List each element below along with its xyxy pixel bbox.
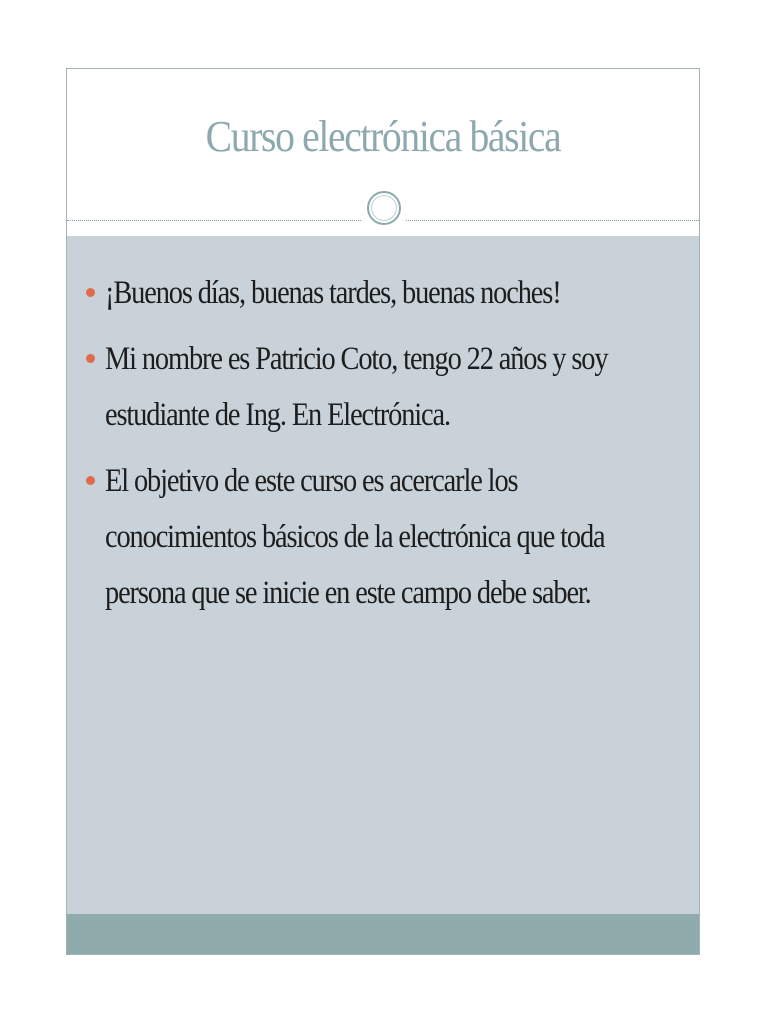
bullet-item — [83, 453, 673, 621]
bullet-dot-icon — [86, 476, 95, 485]
bullet-dot-icon — [86, 354, 95, 363]
bullet-text: ¡Buenos días, buenas tardes, buenas noches! — [105, 275, 561, 311]
slide — [66, 68, 700, 955]
bullet-text: El objetivo de este curso es acercarle los conocimientos básicos de la electrónica que toda persona que se inicie en este campo debe saber. — [105, 463, 605, 611]
bullet-list — [83, 265, 673, 631]
footer-bar — [67, 914, 699, 955]
bullet-dot-icon — [86, 288, 95, 297]
slide-title: Curso electrónica básica — [205, 112, 561, 161]
inner-ring-icon — [371, 195, 397, 221]
bullet-item — [83, 265, 673, 321]
bullet-text: Mi nombre es Patricio Coto, tengo 22 años y soy estudiante de Ing. En Electrónica. — [105, 341, 608, 433]
bullet-item — [83, 331, 673, 443]
